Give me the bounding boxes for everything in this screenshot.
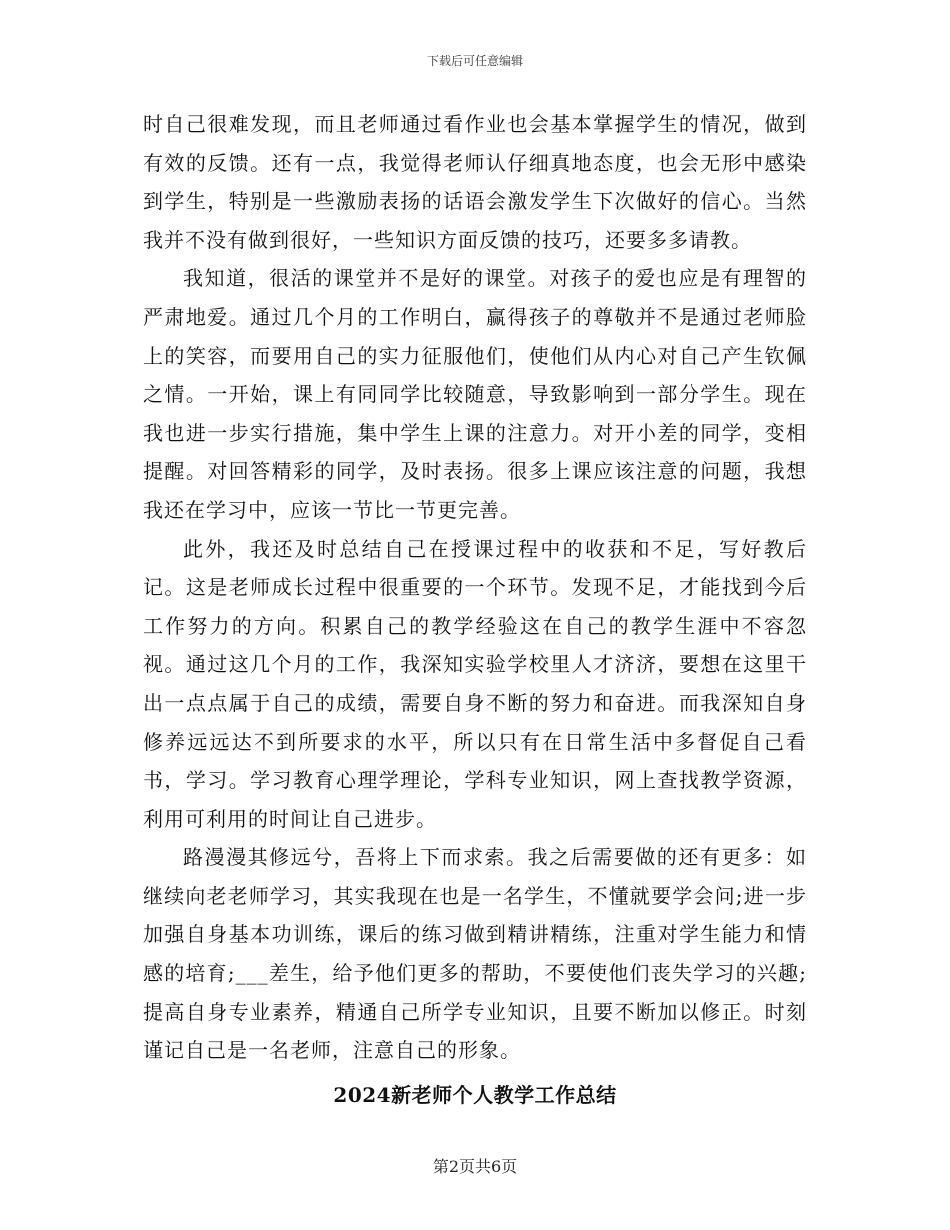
paragraph-1: 时自己很难发现，而且老师通过看作业也会基本掌握学生的情况，做到有效的反馈。还有一点，我觉得老师认仔细真地态度，也会无形中感染到学生，特别是一些激励表扬的话语会激发学生下次做好的信心。当然我并不没有做到很好，一些知识方面反馈的技巧，还要多多请教。 — [143, 112, 807, 252]
document-body — [143, 105, 807, 1114]
page-footer: 第2页共6页 — [432, 1157, 518, 1176]
page-header: 下载后可任意编辑 — [426, 54, 523, 68]
paragraph-3: 此外，我还及时总结自己在授课过程中的收获和不足，写好教后记。这是老师成长过程中很重要的一个环节。发现不足，才能找到今后工作努力的方向。积累自己的教学经验这在自己的教学生涯中不容忽视。通过这几个月的工作，我深知实验学校里人才济济，要想在这里干出一点点属于自己的成绩，需要自身不断的努力和奋进。而我深知自身修养远远达不到所要求的水平，所以只有在日常生活中多督促自己看书，学习。学习教育心理学理论，学科专业知识，网上查找教学资源，利用可利用的时间让自己进步。 — [143, 536, 807, 831]
paragraph-2: 我知道，很活的课堂并不是好的课堂。对孩子的爱也应是有理智的严肃地爱。通过几个月的工作明白，赢得孩子的尊敬并不是通过老师脸上的笑容，而要用自己的实力征服他们，使他们从内心对自己产生钦佩之情。一开始，课上有同同学比较随意，导致影响到一部分学生。现在我也进一步实行措施，集中学生上课的注意力。对开小差的同学，变相提醒。对回答精彩的同学，及时表扬。很多上课应该注意的问题，我想我还在学习中，应该一节比一节更完善。 — [143, 266, 807, 522]
section-title: 2024新老师个人教学工作总结 — [333, 1082, 617, 1107]
paragraph-4: 路漫漫其修远兮，吾将上下而求索。我之后需要做的还有更多：如继续向老老师学习，其实我现在也是一名学生，不懂就要学会问;进一步加强自身基本功训练，课后的练习做到精讲精练，注重对学生能力和情感的培育;___差生，给予他们更多的帮助，不要使他们丧失学习的兴趣;提高自身专业素养，精通自己所学专业知识，且要不断加以修正。时刻谨记自己是一名老师，注意自己的形象。 — [143, 845, 807, 1063]
